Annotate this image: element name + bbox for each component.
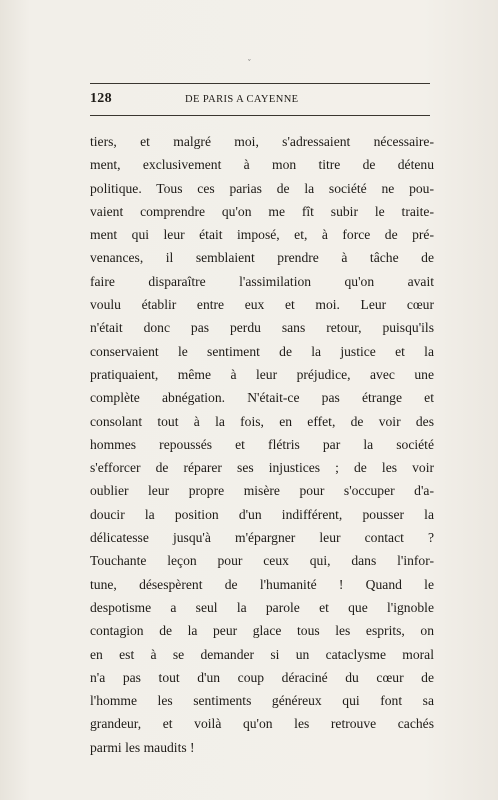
text-line: voulu établir entre eux et moi. Leur cœur xyxy=(90,297,434,313)
text-line: délicatesse jusqu'à m'épargner leur contact ? xyxy=(90,530,434,546)
text-line: pratiquaient, même à leur préjudice, avec une xyxy=(90,366,434,382)
header-rule-bottom xyxy=(90,115,430,116)
text-line: Touchante leçon pour ceux qui, dans l'infor- xyxy=(90,553,434,569)
page-number: 128 xyxy=(90,91,112,106)
text-line: ment, exclusivement à mon titre de détenu xyxy=(90,157,434,173)
text-line: tune, désespèrent de l'humanité ! Quand le xyxy=(90,576,434,592)
text-line: n'était donc pas perdu sans retour, puisqu'ils xyxy=(90,320,434,336)
text-line: grandeur, et voilà qu'on les retrouve cachés xyxy=(90,716,434,732)
text-line: politique. Tous ces parias de la société ne pou- xyxy=(90,180,434,196)
body-text xyxy=(90,130,434,759)
text-line: contagion de la peur glace tous les esprits, on xyxy=(90,623,434,639)
text-line: venances, il semblaient prendre à tâche de xyxy=(90,250,434,266)
text-line: oublier leur propre misère pour s'occuper d'a- xyxy=(90,483,434,499)
text-line: ment qui leur était imposé, et, à force de pré- xyxy=(90,227,434,243)
text-line: en est à se demander si un cataclysme moral xyxy=(90,646,434,662)
text-line: complète abnégation. N'était-ce pas étrange et xyxy=(90,390,434,406)
text-line: hommes repoussés et flétris par la société xyxy=(90,436,434,452)
text-line: n'a pas tout d'un coup déraciné du cœur de xyxy=(90,669,434,685)
text-line: parmi les maudits ! xyxy=(90,739,195,755)
text-line: s'efforcer de réparer ses injustices ; de les voir xyxy=(90,460,434,476)
text-line: consolant tout à la fois, en effet, de voir des xyxy=(90,413,434,429)
text-line: l'homme les sentiments généreux qui font sa xyxy=(90,693,434,709)
text-line: conservaient le sentiment de la justice et la xyxy=(90,343,434,359)
text-line: faire disparaître l'assimilation qu'on avait xyxy=(90,273,434,289)
header-rule-top xyxy=(90,83,430,84)
text-line: doucir la position d'un indifférent, pousser la xyxy=(90,506,434,522)
text-line: tiers, et malgré moi, s'adressaient nécessaire- xyxy=(90,134,434,149)
text-line: vaient comprendre qu'on me fît subir le traite- xyxy=(90,203,434,219)
text-line: despotisme a seul la parole et que l'ignoble xyxy=(90,599,434,615)
printer-mark: ˇ xyxy=(248,58,251,67)
running-head: DE PARIS A CAYENNE xyxy=(185,94,299,105)
